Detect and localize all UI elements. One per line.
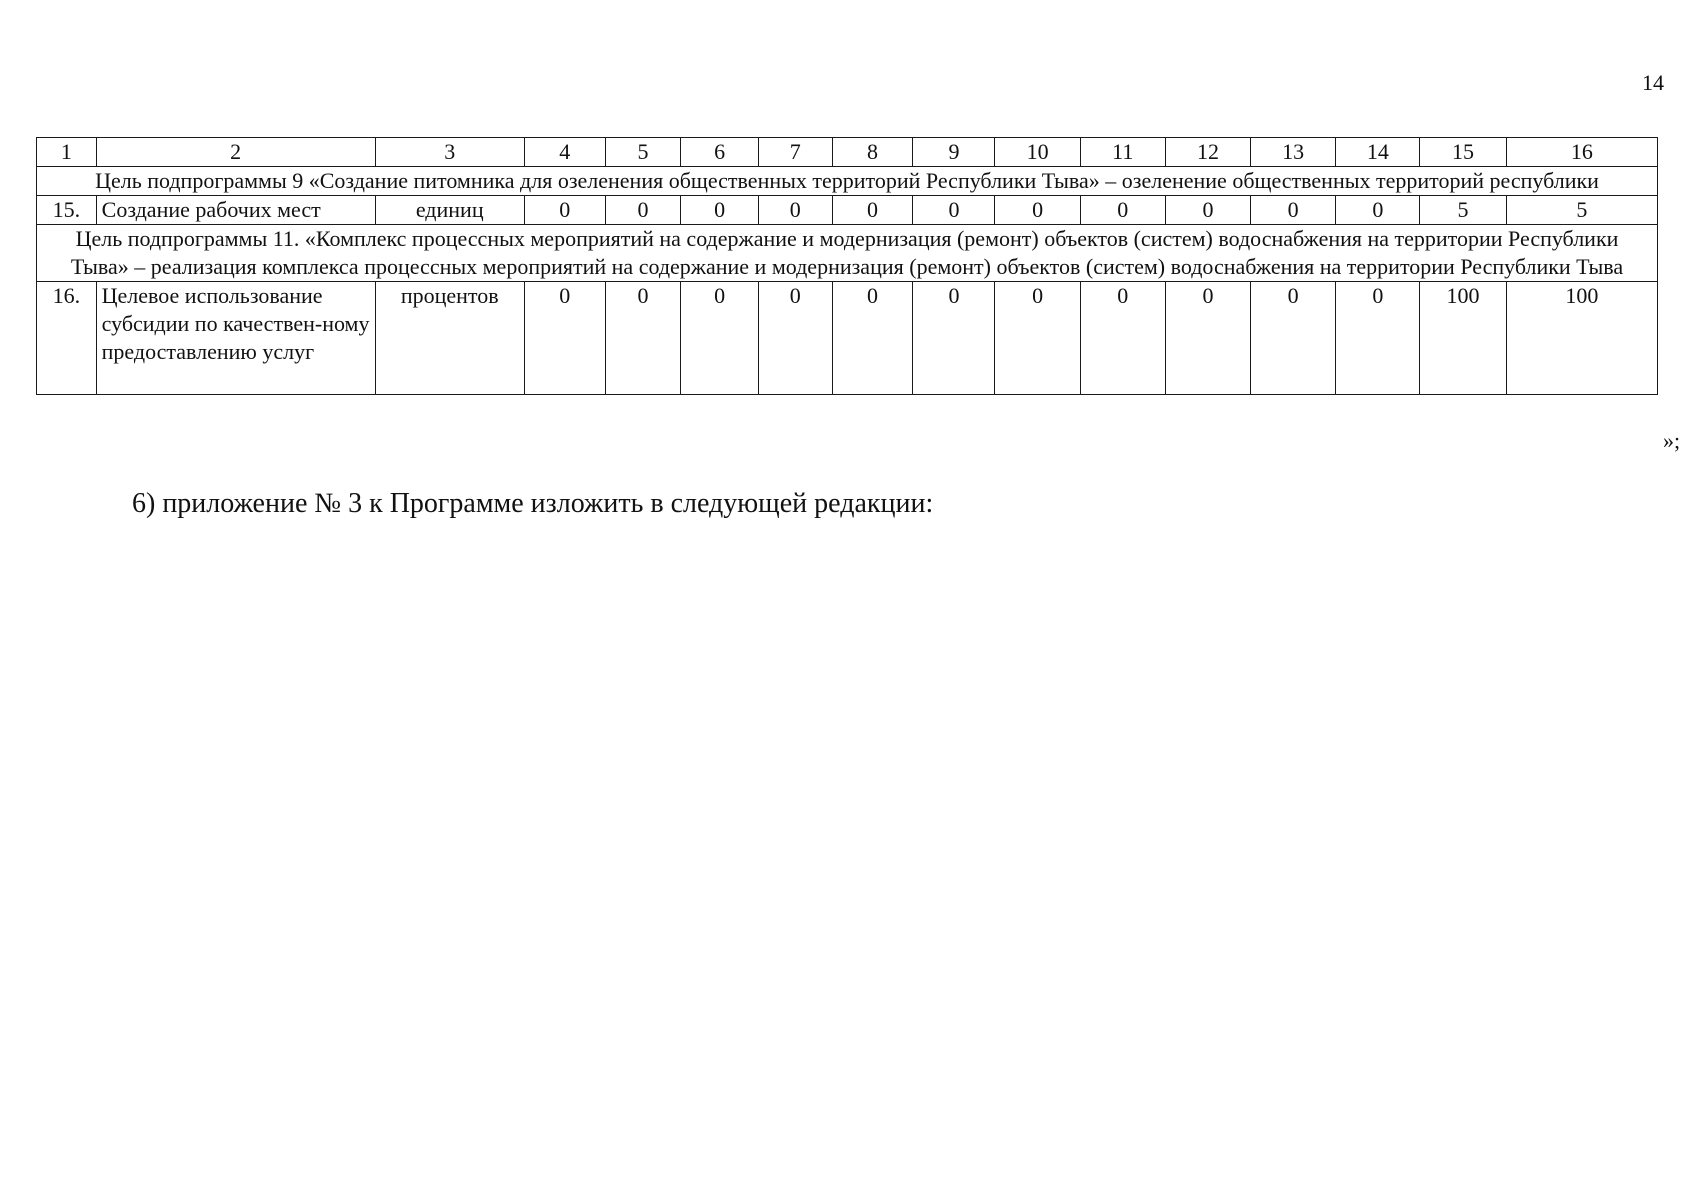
header-cell: 4 — [524, 138, 605, 167]
goal-row-9 — [37, 167, 1658, 196]
value-cell: 0 — [524, 196, 605, 225]
header-cell: 7 — [759, 138, 832, 167]
value-cell: 0 — [1080, 282, 1165, 395]
value-cell: 0 — [759, 196, 832, 225]
value-cell: 0 — [681, 282, 759, 395]
indicators-table — [36, 137, 1658, 395]
header-cell: 8 — [832, 138, 913, 167]
row-number: 16. — [37, 282, 97, 395]
table-row-16 — [37, 282, 1658, 395]
header-cell: 6 — [681, 138, 759, 167]
value-cell: 100 — [1420, 282, 1506, 395]
value-cell: 0 — [1080, 196, 1165, 225]
value-cell: 0 — [1336, 196, 1420, 225]
header-cell: 10 — [995, 138, 1080, 167]
header-cell: 14 — [1336, 138, 1420, 167]
value-cell: 0 — [995, 282, 1080, 395]
closing-quote: »; — [1663, 428, 1681, 453]
header-cell: 11 — [1080, 138, 1165, 167]
indicator-name: Создание рабочих мест — [96, 196, 375, 225]
header-cell: 13 — [1251, 138, 1336, 167]
header-cell: 1 — [37, 138, 97, 167]
goal-11-text: Цель подпрограммы 11. «Комплекс процессных мероприятий на содержание и модернизация (ремонт) объектов (систем) водоснабжения на территории Республики Тыва» – реализация комплекса процессных мероприятий на содержание и модернизация (ремонт) объектов (систем) водоснабжения на территории Республики Тыва — [37, 225, 1658, 282]
goal-9-text: Цель подпрограммы 9 «Создание питомника для озеленения общественных территорий Республики Тыва» – озеленение общественных территорий республики — [37, 167, 1658, 196]
row-number: 15. — [37, 196, 97, 225]
header-cell: 16 — [1506, 138, 1657, 167]
value-cell: 0 — [913, 282, 995, 395]
unit-cell: единиц — [375, 196, 524, 225]
page-number: 14 — [1642, 70, 1664, 95]
value-cell: 0 — [913, 196, 995, 225]
value-cell: 0 — [681, 196, 759, 225]
value-cell: 0 — [1251, 282, 1336, 395]
value-cell: 100 — [1506, 282, 1657, 395]
value-cell: 5 — [1506, 196, 1657, 225]
header-cell: 12 — [1165, 138, 1250, 167]
value-cell: 0 — [1251, 196, 1336, 225]
table-row-15 — [37, 196, 1658, 225]
header-cell: 2 — [96, 138, 375, 167]
value-cell: 0 — [1165, 282, 1250, 395]
table-header-row — [37, 138, 1658, 167]
value-cell: 0 — [1336, 282, 1420, 395]
value-cell: 0 — [759, 282, 832, 395]
goal-row-11 — [37, 225, 1658, 282]
header-cell: 15 — [1420, 138, 1506, 167]
value-cell: 0 — [995, 196, 1080, 225]
value-cell: 0 — [605, 282, 681, 395]
value-cell: 5 — [1420, 196, 1506, 225]
header-cell: 9 — [913, 138, 995, 167]
header-cell: 5 — [605, 138, 681, 167]
indicators-table-container — [36, 137, 1658, 395]
unit-cell: процентов — [375, 282, 524, 395]
header-cell: 3 — [375, 138, 524, 167]
value-cell: 0 — [1165, 196, 1250, 225]
value-cell: 0 — [605, 196, 681, 225]
value-cell: 0 — [524, 282, 605, 395]
body-paragraph: 6) приложение № 3 к Программе изложить в следующей редакции: — [132, 488, 934, 519]
value-cell: 0 — [832, 196, 913, 225]
value-cell: 0 — [832, 282, 913, 395]
indicator-name: Целевое использование субсидии по качествен-ному предоставлению услуг — [96, 282, 375, 395]
